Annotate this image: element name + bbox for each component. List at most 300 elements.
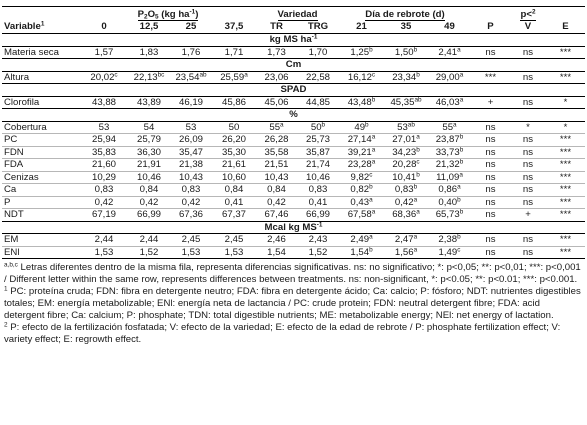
cell-value: 39,21: [347, 146, 372, 158]
cell-value: 35,87: [305, 146, 330, 158]
table-cell: [339, 159, 384, 172]
cell-value: ns: [522, 134, 534, 145]
cell-value: ns: [522, 246, 534, 258]
cell-value: 27,14: [347, 134, 372, 145]
cell-value: 23,06: [264, 71, 289, 83]
table-cell: [471, 46, 510, 59]
cell-value: 1,54: [267, 246, 286, 258]
cell-value: 26,28: [264, 134, 289, 145]
table-cell: [384, 121, 428, 134]
col-header: 49: [428, 21, 471, 34]
significance-letter: a: [453, 121, 457, 128]
col-header: V: [510, 21, 546, 34]
cell-value: 67,46: [264, 209, 289, 220]
table-cell: [170, 246, 212, 259]
table-row: [2, 234, 585, 247]
significance-letter: b: [457, 233, 461, 241]
table-cell: [384, 246, 428, 259]
cell-value: 10,41: [392, 171, 417, 183]
cell-value: 45,06: [264, 96, 289, 108]
table-cell: [128, 184, 170, 197]
cell-value: 2,44: [94, 234, 114, 245]
table-cell: [471, 171, 510, 184]
table-cell: [297, 71, 339, 84]
table-cell: [170, 121, 212, 134]
regrowth-day-header: Día de rebrote (d): [339, 7, 471, 21]
cell-value: ns: [485, 196, 496, 208]
cell-value: 0,84: [224, 184, 244, 195]
table-cell: [80, 171, 128, 184]
cell-value: 1,73: [267, 46, 286, 58]
cell-value: 1,52: [308, 246, 328, 258]
significance-letter: b: [369, 183, 373, 191]
table-cell: [384, 71, 428, 84]
cell-value: 36,30: [136, 146, 161, 158]
table-cell: [510, 71, 546, 84]
variable-label: Ca: [2, 184, 80, 197]
cell-value: 45,35: [390, 96, 415, 108]
table-cell: [80, 146, 128, 159]
table-cell: [384, 46, 428, 59]
cell-value: 44,85: [305, 96, 330, 108]
cell-value: 1,53: [224, 246, 244, 258]
table-row: [2, 159, 585, 172]
cell-value: 68,36: [392, 209, 417, 220]
cell-value: 20,02: [90, 71, 115, 83]
table-cell: [339, 246, 384, 259]
col-header: 37,5: [212, 21, 256, 34]
footnote-marker: 2: [4, 321, 8, 329]
footnote: [4, 322, 583, 346]
cell-value: 0,82: [350, 184, 370, 195]
table-cell: [212, 196, 256, 209]
cell-value: 2,44: [139, 234, 159, 245]
table-cell: [546, 121, 585, 134]
table-row: [2, 184, 585, 197]
cell-value: ns: [485, 171, 496, 183]
cell-value: ns: [522, 171, 534, 183]
cell-value: 2,41: [438, 46, 458, 58]
table-cell: [297, 96, 339, 109]
table-cell: [212, 121, 256, 134]
col-header: 35: [384, 21, 428, 34]
table-cell: [128, 71, 170, 84]
cell-value: ns: [522, 234, 534, 245]
cell-value: 53: [397, 121, 408, 133]
footnote: [4, 286, 583, 322]
table-cell: [212, 234, 256, 247]
table-cell: [471, 234, 510, 247]
table-cell: [297, 196, 339, 209]
significance-letter: c: [457, 246, 461, 253]
cell-value: 23,34: [392, 71, 417, 83]
cell-value: 21,74: [305, 159, 330, 170]
significance-letter: a: [413, 246, 418, 253]
cell-value: 0,84: [267, 184, 286, 195]
cell-value: 43,88: [91, 96, 116, 108]
variable-label: Clorofila: [4, 96, 40, 108]
cell-value: +: [487, 96, 494, 108]
table-cell: [339, 121, 384, 134]
cell-value: 20,28: [392, 159, 417, 170]
table-cell: [384, 159, 428, 172]
table-cell: [170, 71, 212, 84]
table-cell: [384, 134, 428, 147]
table-cell: [546, 196, 585, 209]
table-cell: [256, 234, 297, 247]
cell-value: ***: [559, 159, 572, 170]
col-header: TR: [256, 21, 297, 34]
cell-value: 2,45: [181, 234, 201, 245]
table-cell: [80, 184, 128, 197]
significance-letter: a: [369, 196, 373, 203]
cell-value: ns: [522, 96, 534, 108]
significance-letter: c: [416, 158, 420, 166]
table-cell: [428, 134, 471, 147]
probability-header: p<$^2$: [471, 7, 585, 21]
cell-value: 16,12: [347, 71, 372, 83]
results-table-page: [2, 0, 585, 346]
table-cell: [256, 46, 297, 59]
table-cell: [297, 46, 339, 59]
table-cell: [256, 96, 297, 109]
cell-value: ns: [522, 71, 534, 83]
table-cell: [80, 71, 128, 84]
table-cell: [428, 96, 471, 109]
cell-value: 0,42: [139, 196, 159, 208]
table-cell: [212, 159, 256, 172]
footnote: [4, 262, 583, 286]
table-cell: [428, 184, 471, 197]
significance-letter: b: [459, 146, 464, 153]
table-cell: [80, 121, 128, 134]
table-cell: [510, 121, 546, 134]
col-header: E: [546, 21, 585, 34]
table-cell: [384, 196, 428, 209]
table-cell: [471, 71, 510, 84]
cell-value: 0,83: [94, 184, 114, 195]
cell-value: 23,87: [435, 134, 460, 145]
cell-value: 25,79: [136, 134, 161, 145]
table-cell: [339, 234, 384, 247]
table-cell: [510, 146, 546, 159]
cell-value: 25,73: [305, 134, 330, 145]
significance-letter: a: [413, 233, 418, 241]
col-header: 21: [339, 21, 384, 34]
table-cell: [428, 146, 471, 159]
cell-value: 43,89: [136, 96, 161, 108]
table-cell: [256, 71, 297, 84]
unit-section-row: [2, 84, 585, 97]
footnote-marker: 1: [4, 285, 8, 293]
table-cell: [80, 96, 128, 109]
cell-value: ***: [559, 134, 572, 145]
cell-value: ***: [559, 196, 572, 208]
table-cell: [471, 246, 510, 259]
unit-section-row: [2, 34, 585, 47]
variable-label: Cenizas: [2, 171, 80, 184]
table-cell: [297, 171, 339, 184]
table-cell: [128, 134, 170, 147]
table-cell: [128, 46, 170, 59]
table-cell: [471, 184, 510, 197]
significance-letter: a: [369, 233, 373, 241]
cell-value: 1,52: [139, 246, 159, 258]
significance-letter: b: [413, 46, 418, 53]
table-cell: [546, 46, 585, 59]
cell-value: 0,41: [308, 196, 328, 208]
table-cell: [510, 46, 546, 59]
table-cell: [170, 46, 212, 59]
significance-letter: b: [369, 46, 373, 53]
significance-letter: c: [114, 71, 118, 78]
table-cell: [510, 171, 546, 184]
significance-letter: a: [371, 146, 376, 153]
table-cell: [212, 246, 256, 259]
table-cell: [128, 234, 170, 247]
table-cell: [339, 171, 384, 184]
cell-value: *: [563, 96, 568, 108]
cell-value: 0,84: [139, 184, 159, 195]
table-cell: [256, 134, 297, 147]
table-cell: [212, 71, 256, 84]
variable-label: EM: [2, 234, 80, 247]
variable-label: FDN: [2, 146, 80, 159]
unit-text: SPAD: [280, 84, 307, 95]
cell-value: ***: [559, 246, 572, 258]
cell-value: 67,19: [91, 209, 116, 220]
cell-value: 10,43: [178, 171, 203, 183]
cell-value: ns: [522, 184, 534, 195]
cell-value: ns: [485, 234, 496, 245]
table-cell: [80, 196, 128, 209]
table-cell: [212, 46, 256, 59]
cell-value: 55: [442, 121, 454, 133]
table-cell: [80, 209, 128, 222]
table-cell: [256, 159, 297, 172]
cell-value: 35,58: [264, 146, 289, 158]
cell-value: 49: [354, 121, 366, 133]
table-cell: [212, 146, 256, 159]
table-row: [2, 96, 585, 109]
table-cell: [339, 196, 384, 209]
unit-section-row: [2, 59, 585, 72]
significance-letter: bc: [157, 71, 165, 78]
table-row: [2, 246, 585, 259]
table-cell: [297, 184, 339, 197]
cell-value: 1,49: [438, 246, 458, 258]
cell-value: 0,83: [181, 184, 201, 195]
cell-value: 23,54: [175, 71, 200, 83]
table-cell: [212, 96, 256, 109]
table-cell: [428, 121, 471, 134]
unit-exponent: -1: [311, 33, 318, 41]
table-cell: [471, 159, 510, 172]
variety-header: Variedad: [256, 7, 339, 21]
cell-value: 54: [143, 121, 155, 133]
table-cell: [256, 146, 297, 159]
cell-value: 29,00: [435, 71, 460, 83]
cell-value: ***: [559, 234, 572, 245]
table-cell: [339, 96, 384, 109]
table-cell: [384, 184, 428, 197]
cell-value: 65,73: [435, 209, 460, 220]
table-cell: [170, 234, 212, 247]
cell-value: 27,01: [392, 134, 417, 145]
table-cell: [297, 159, 339, 172]
unit-text: Mcal kg MS: [264, 221, 317, 233]
table-cell: [546, 234, 585, 247]
table-cell: [510, 159, 546, 172]
table-cell: [384, 171, 428, 184]
results-table: [2, 6, 585, 259]
cell-value: 1,53: [181, 246, 201, 258]
cell-value: 50: [228, 121, 240, 133]
cell-value: ns: [485, 246, 496, 258]
cell-value: 2,49: [350, 234, 370, 245]
table-cell: [546, 246, 585, 259]
table-cell: [170, 196, 212, 209]
cell-value: 1,54: [350, 246, 370, 258]
table-cell: [256, 171, 297, 184]
table-cell: [297, 134, 339, 147]
table-cell: [170, 159, 212, 172]
table-cell: [339, 46, 384, 59]
significance-letter: b: [457, 196, 461, 203]
table-cell: [428, 246, 471, 259]
cell-value: ns: [522, 146, 534, 158]
significance-letter: b: [321, 121, 326, 128]
significance-letter: a: [371, 133, 376, 141]
table-row: [2, 134, 585, 147]
table-cell: [80, 246, 128, 259]
significance-letter: a: [371, 208, 376, 216]
significance-letter: ab: [407, 121, 415, 128]
significance-letter: ab: [414, 96, 422, 103]
cell-value: 10,60: [221, 171, 246, 183]
cell-value: ***: [559, 184, 572, 195]
cell-value: ns: [485, 146, 496, 158]
variable-label: P: [2, 196, 80, 209]
table-cell: [297, 234, 339, 247]
cell-value: 21,32: [435, 159, 460, 170]
cell-value: 10,29: [91, 171, 116, 183]
cell-value: 0,83: [308, 184, 328, 195]
cell-value: 21,60: [91, 159, 116, 170]
cell-value: 2,38: [438, 234, 458, 245]
cell-value: 55: [269, 121, 281, 133]
significance-letter: a: [459, 171, 463, 178]
significance-letter: a: [416, 133, 420, 141]
variable-label: Cobertura: [2, 121, 80, 134]
cell-value: 25,59: [220, 71, 245, 83]
table-cell: [510, 96, 546, 109]
table-row: [2, 121, 585, 134]
cell-value: 10,43: [264, 171, 289, 183]
cell-value: ns: [522, 196, 534, 208]
cell-value: 0,86: [438, 184, 458, 195]
cell-value: 1,57: [94, 46, 114, 58]
unit-section-label: [2, 84, 585, 97]
table-cell: [428, 234, 471, 247]
significance-letter: b: [413, 183, 418, 191]
results-table-body: [2, 34, 585, 259]
cell-value: 21,91: [136, 159, 161, 170]
table-cell: [80, 159, 128, 172]
cell-value: 1,50: [394, 46, 414, 58]
cell-value: 46,03: [435, 96, 460, 108]
table-cell: [212, 184, 256, 197]
cell-value: 25,94: [91, 134, 116, 145]
cell-value: 21,38: [178, 159, 203, 170]
table-cell: [256, 196, 297, 209]
footnote-text: P: efecto de la fertilización fosfatada; V: efecto de la variedad; E: efecto de la edad de rebrote / P: phosphate fertilization effect; V: variety effect; E: regrowth effect.: [4, 322, 561, 345]
table-row: [2, 146, 585, 159]
cell-value: 1,53: [94, 246, 114, 258]
cell-value: ***: [484, 71, 497, 83]
table-cell: [212, 134, 256, 147]
table-cell: [428, 171, 471, 184]
cell-value: ns: [522, 46, 534, 58]
table-cell: [80, 46, 128, 59]
table-cell: [384, 146, 428, 159]
table-cell: [471, 134, 510, 147]
cell-value: 35,83: [91, 146, 116, 158]
significance-letter: b: [459, 158, 464, 166]
col-header: 12,5: [128, 21, 170, 34]
table-cell: [546, 159, 585, 172]
table-cell: [128, 159, 170, 172]
cell-value: ***: [559, 71, 572, 83]
unit-section-label: [2, 109, 585, 122]
table-cell: [471, 96, 510, 109]
cell-value: 1,70: [308, 46, 328, 58]
cell-value: 0,83: [394, 184, 414, 195]
table-cell: [546, 209, 585, 222]
table-cell: [510, 246, 546, 259]
cell-value: 1,71: [224, 46, 244, 58]
col-header: P: [471, 21, 510, 34]
cell-value: 22,13: [133, 71, 158, 83]
table-cell: [471, 209, 510, 222]
variable-label: PC: [2, 134, 80, 147]
table-cell: [471, 196, 510, 209]
significance-letter: a: [244, 71, 248, 78]
table-cell: [510, 134, 546, 147]
significance-letter: a: [413, 196, 418, 203]
table-cell: [128, 196, 170, 209]
table-cell: [297, 209, 339, 222]
cell-value: 67,36: [178, 209, 203, 220]
table-cell: [170, 171, 212, 184]
cell-value: 2,45: [224, 234, 244, 245]
variable-label: Altura: [4, 71, 30, 83]
cell-value: 0,42: [394, 196, 414, 208]
table-cell: [428, 196, 471, 209]
cell-value: 35,47: [178, 146, 203, 158]
table-cell: [128, 121, 170, 134]
cell-value: 10,46: [305, 171, 330, 183]
cell-value: ns: [485, 121, 496, 133]
table-footnotes: [2, 259, 585, 346]
cell-value: 2,47: [394, 234, 414, 245]
cell-value: 67,58: [347, 209, 372, 220]
unit-section-label: [2, 34, 585, 47]
significance-letter: b: [416, 71, 420, 78]
significance-letter: a: [459, 96, 464, 103]
table-cell: [170, 184, 212, 197]
table-cell: [546, 146, 585, 159]
